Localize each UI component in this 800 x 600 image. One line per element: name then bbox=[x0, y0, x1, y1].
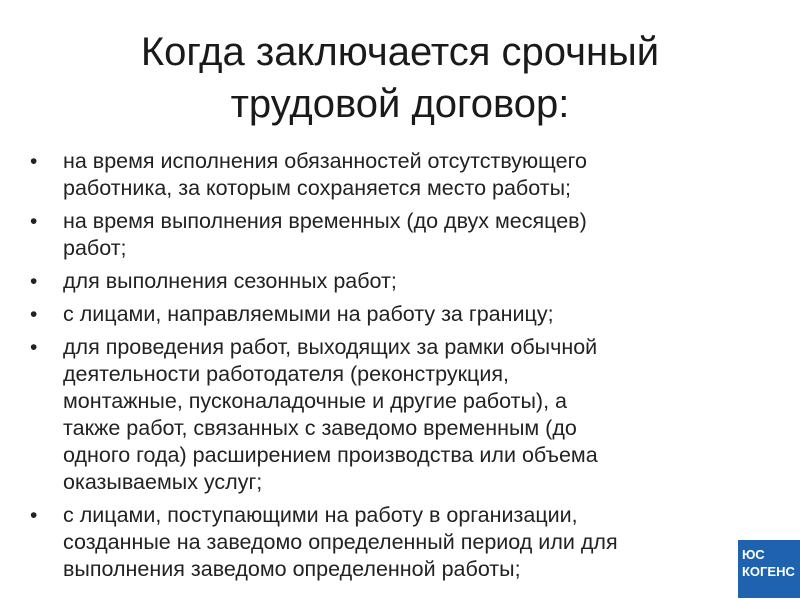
bullet-dot: • bbox=[30, 336, 38, 359]
bullet-line: работника, за которым сохраняется место работы; bbox=[63, 176, 571, 200]
bullet-line: с лицами, направляемыми на работу за границу; bbox=[63, 302, 554, 326]
bullet-line: оказываемых услуг; bbox=[63, 470, 263, 494]
bullet-item bbox=[30, 334, 750, 496]
bullet-line: деятельности работодателя (реконструкция, bbox=[63, 362, 509, 386]
bullet-item bbox=[30, 502, 750, 583]
bullet-dot: • bbox=[30, 210, 38, 233]
bullet-list bbox=[30, 148, 750, 589]
bullet-line: на время исполнения обязанностей отсутствующего bbox=[63, 149, 587, 173]
bullet-line: одного года) расширением производства или объема bbox=[63, 443, 598, 467]
logo-text-line: КОГЕНС bbox=[742, 564, 795, 579]
bullet-item bbox=[30, 268, 750, 295]
title-line: трудовой договор: bbox=[230, 82, 570, 126]
bullet-line: для проведения работ, выходящих за рамки обычной bbox=[63, 335, 598, 359]
bullet-line: выполнения заведомо определенной работы; bbox=[63, 557, 521, 581]
bullet-line: с лицами, поступающими на работу в организации, bbox=[63, 503, 578, 527]
bullet-item bbox=[30, 301, 750, 328]
bullet-dot: • bbox=[30, 270, 38, 293]
bullet-item bbox=[30, 148, 750, 202]
slide-title bbox=[0, 26, 800, 130]
bullet-item bbox=[30, 208, 750, 262]
bullet-line: для выполнения сезонных работ; bbox=[63, 269, 397, 293]
bullet-dot: • bbox=[30, 150, 38, 173]
logo-text-line: ЮС bbox=[742, 547, 765, 562]
bullet-line: также работ, связанных с заведомо временным (до bbox=[63, 416, 577, 440]
title-line: Когда заключается срочный bbox=[140, 30, 660, 74]
company-logo bbox=[738, 540, 800, 598]
bullet-line: созданные на заведомо определенный период или для bbox=[63, 530, 618, 554]
bullet-line: работ; bbox=[63, 236, 127, 260]
bullet-line: на время выполнения временных (до двух месяцев) bbox=[63, 209, 587, 233]
bullet-line: монтажные, пусконаладочные и другие работы), а bbox=[63, 389, 567, 413]
bullet-dot: • bbox=[30, 303, 38, 326]
bullet-dot: • bbox=[30, 504, 38, 527]
